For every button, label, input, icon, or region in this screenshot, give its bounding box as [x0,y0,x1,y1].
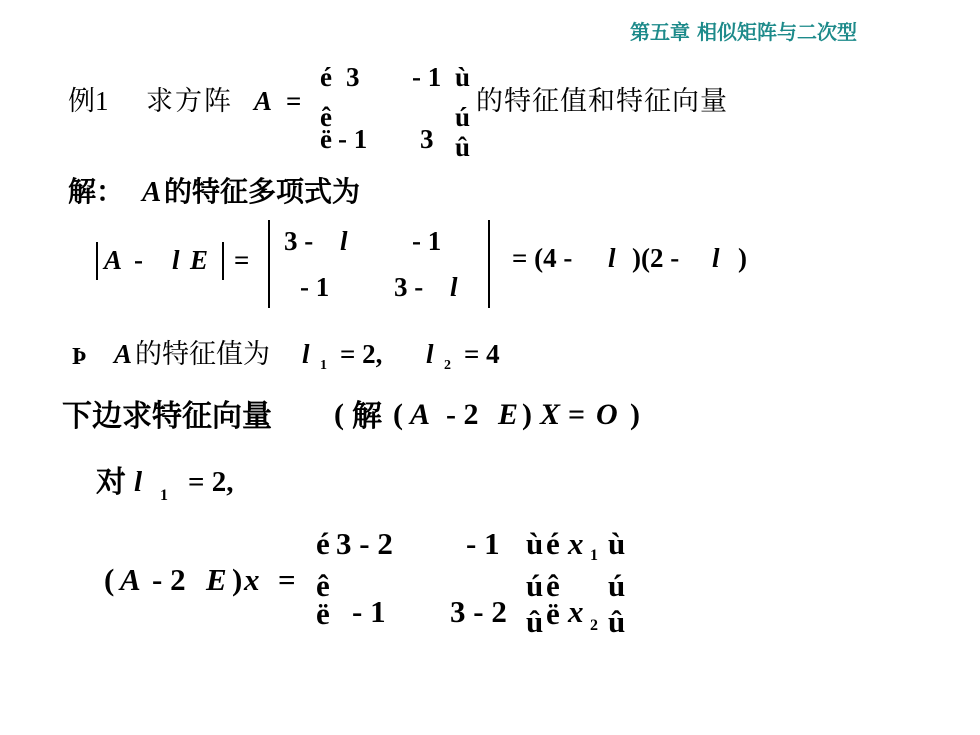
example-suffix: 的特征值和特征向量 [476,86,728,116]
equation-part: ( [393,398,403,431]
bracket-top-right: ù [608,526,626,561]
bracket-mid-right: ú [455,102,471,132]
det-result: ) [738,243,747,273]
det-cell: 3 - [284,226,314,256]
bracket-bottom-left: ë [546,596,560,631]
bracket-top-left: é [320,62,332,92]
equation-part: - 2 [446,398,479,431]
identity-matrix: E [206,562,227,597]
equals-sign: = [234,245,250,275]
vector-x: X [540,398,561,431]
matrix-name: A [114,339,133,369]
solve-text: 解 [352,399,382,434]
equation-part: - 2 [152,562,186,597]
matrix-name: A [254,86,273,116]
zero-matrix: O [596,398,618,431]
lambda-symbol: l [134,466,143,498]
vector-x: x [568,594,584,629]
matrix-cell: 3 - 2 [450,594,507,629]
det-cell: - 1 [412,226,442,256]
bracket-mid-left: ê [546,568,560,603]
bracket-bottom-right: û [608,604,626,639]
lambda-symbol: l [302,339,310,369]
solution-label: 解： [68,175,125,208]
abs-bar-left [96,242,98,280]
det-bar-left [268,220,270,308]
identity-matrix: E [498,398,519,431]
minus-sign: - [134,245,143,275]
equation-part: ) [522,398,532,431]
heading-text: 下边求特征向量 [62,399,272,434]
lambda-symbol: l [426,339,434,369]
lambda-symbol: l [608,243,616,273]
matrix-cell: - 1 [338,124,368,154]
matrix-name: A [120,562,141,597]
bracket-mid-left: ê [316,568,330,603]
subscript: 2 [444,358,451,373]
dui-text: 对 [96,465,126,500]
lambda-symbol: l [712,243,720,273]
case-equation: = 2, [188,466,234,498]
bracket-mid-right: ú [526,568,544,603]
matrix-cell: - 1 [412,62,442,92]
abs-bar-right [222,242,224,280]
subscript: 1 [590,547,598,564]
vector-x: x [568,526,584,561]
matrix-cell: - 1 [466,526,500,561]
bracket-bottom-left: ë [316,596,330,631]
vector-x: x [244,562,260,597]
det-cell: 3 - [394,272,424,302]
matrix-cell: 3 [420,124,434,154]
bracket-top-right: ù [455,62,471,92]
chapter-title: 第五章 相似矩阵与二次型 [630,20,857,44]
equation-part: ) [232,562,243,597]
therefore-symbol: Þ [72,344,87,370]
close-paren: ) [630,398,640,431]
equals-sign: = [568,398,586,431]
det-bar-right [488,220,490,308]
subscript: 2 [590,617,598,634]
bracket-top-right: ù [526,526,544,561]
matrix-name: A [104,245,123,275]
eigenvalue-equation: = 2, [340,339,383,369]
example-label: 例1 [68,86,109,116]
bracket-bottom-right: û [455,132,471,162]
matrix-cell: - 1 [352,594,386,629]
example-prefix: 求方阵 [146,86,233,116]
det-result: )(2 - [632,243,680,273]
det-cell: - 1 [300,272,330,302]
equation-part: ( [104,562,115,597]
bracket-top-left: é [546,526,560,561]
lambda-symbol: l [340,226,348,256]
eigenvalue-equation: = 4 [464,339,500,369]
matrix-name: A [142,176,162,208]
open-paren: ( [334,398,344,431]
matrix-name: A [410,398,431,431]
matrix-cell: 3 - 2 [336,526,393,561]
lambda-symbol: l [450,272,458,302]
identity-matrix: E [190,245,209,275]
bracket-top-left: é [316,526,330,561]
subscript: 1 [320,358,327,373]
bracket-mid-right: ú [608,568,626,603]
solution-intro-text: 的特征多项式为 [164,175,361,208]
det-result: = (4 - [512,243,573,273]
bracket-bottom-left: ë [320,124,332,154]
bracket-bottom-right: û [526,604,544,639]
eigenvalues-text: 的特征值为 [135,339,270,369]
matrix-cell: 3 [346,62,360,92]
equals-sign: = [278,562,296,597]
subscript: 1 [160,487,168,504]
equals-sign: = [286,86,302,116]
bracket-mid-left: ê [320,102,332,132]
lambda-symbol: l [172,245,180,275]
